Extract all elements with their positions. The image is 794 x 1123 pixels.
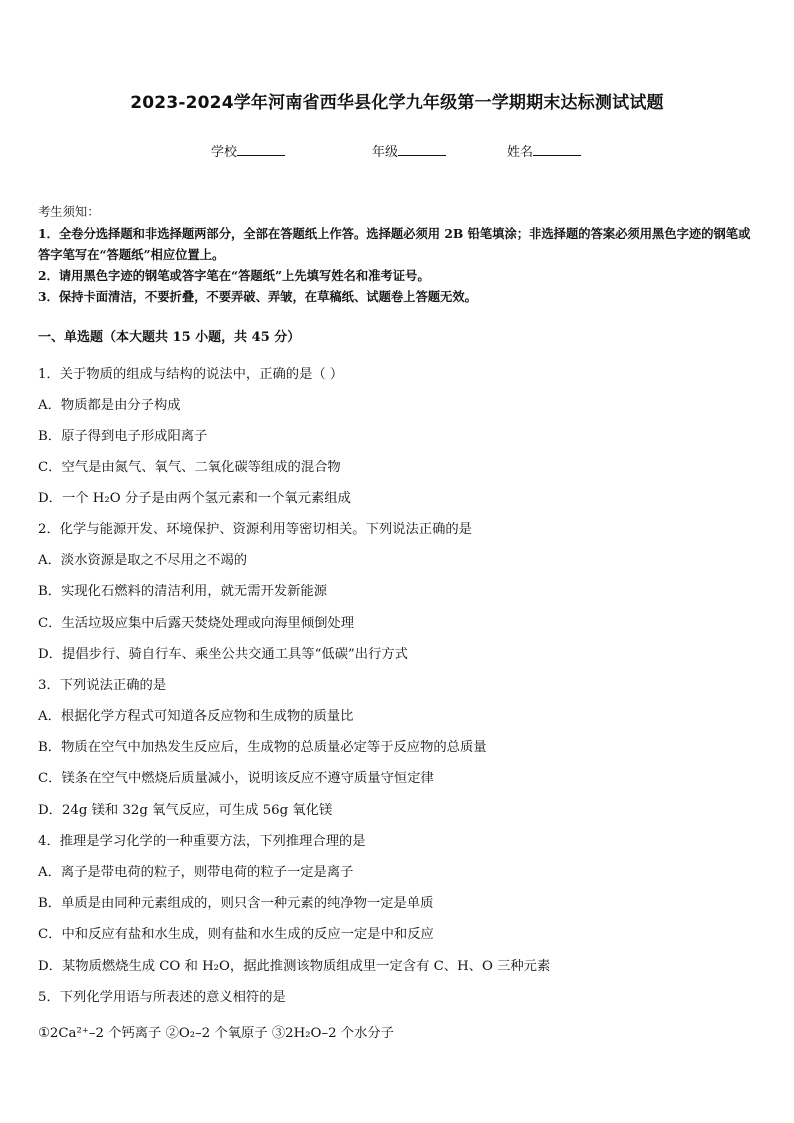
notice-item: 2．请用黑色字迹的钢笔或答字笔在“答题纸”上先填写姓名和准考证号。: [38, 268, 430, 283]
option-line: C．镁条在空气中燃烧后质量减小，说明该反应不遵守质量守恒定律: [38, 771, 434, 786]
grade-blank: [398, 143, 446, 156]
name-field: [507, 141, 581, 160]
notice-item: 3．保持卡面清洁，不要折叠，不要弄破、弄皱，在草稿纸、试题卷上答题无效。: [38, 289, 477, 304]
option-line: D．提倡步行、骑自行车、乘坐公共交通工具等“低碳”出行方式: [38, 647, 408, 662]
school-field: [211, 141, 285, 160]
option-line: D．24g 镁和 32g 氧气反应，可生成 56g 氧化镁: [38, 803, 333, 818]
option-line: B．物质在空气中加热发生反应后，生成物的总质量必定等于反应物的总质量: [38, 740, 487, 755]
option-line: ①2Ca²⁺–2 个钙离子 ②O₂–2 个氧原子 ③2H₂O–2 个水分子: [38, 1026, 394, 1041]
section-heading: 一、单选题（本大题共 15 小题，共 45 分）: [38, 330, 301, 345]
name-label: 姓名: [507, 145, 534, 160]
question-1: 1．关于物质的组成与结构的说法中，正确的是（ ）: [38, 367, 344, 382]
option-line: D．某物质燃烧生成 CO 和 H₂O，据此推测该物质组成里一定含有 C、H、O 三种元素: [38, 959, 551, 974]
option-line: A．物质都是由分子构成: [38, 398, 181, 413]
option-line: A．淡水资源是取之不尽用之不竭的: [38, 553, 248, 568]
notice-item: 1．全卷分选择题和非选择题两部分，全部在答题纸上作答。选择题必须用 2B 铅笔填涂；非选择题的答案必须用黑色字迹的钢笔或答字笔写在“答题纸”相应位置上。: [38, 226, 751, 262]
option-line: C．中和反应有盐和水生成，则有盐和水生成的反应一定是中和反应: [38, 927, 434, 942]
option-line: D．一个 H₂O 分子是由两个氢元素和一个氧元素组成: [38, 491, 351, 506]
school-blank: [237, 143, 285, 156]
grade-field: [372, 141, 446, 160]
name-blank: [533, 143, 581, 156]
exam-notice: [38, 202, 756, 307]
option-line: A．根据化学方程式可知道各反应物和生成物的质量比: [38, 709, 354, 724]
page-title: 2023-2024学年河南省西华县化学九年级第一学期期末达标测试试题: [130, 93, 664, 113]
school-label: 学校: [211, 145, 238, 160]
option-line: B．单质是由同种元素组成的，则只含一种元素的纯净物一定是单质: [38, 896, 434, 911]
option-line: B．原子得到电子形成阳离子: [38, 429, 208, 444]
notice-head: 考生须知：: [38, 205, 100, 219]
question-3: 3．下列说法正确的是: [38, 678, 167, 693]
option-line: C．空气是由氮气、氧气、二氧化碳等组成的混合物: [38, 460, 341, 475]
option-line: C．生活垃圾应集中后露天焚烧处理或向海里倾倒处理: [38, 616, 355, 631]
option-line: B．实现化石燃料的清洁利用，就无需开发新能源: [38, 584, 328, 599]
grade-label: 年级: [372, 145, 399, 160]
question-4: 4．推理是学习化学的一种重要方法，下列推理合理的是: [38, 834, 366, 849]
question-2: 2．化学与能源开发、环境保护、资源利用等密切相关。下列说法正确的是: [38, 522, 472, 537]
option-line: A．离子是带电荷的粒子，则带电荷的粒子一定是离子: [38, 865, 354, 880]
question-5: 5．下列化学用语与所表述的意义相符的是: [38, 990, 286, 1005]
